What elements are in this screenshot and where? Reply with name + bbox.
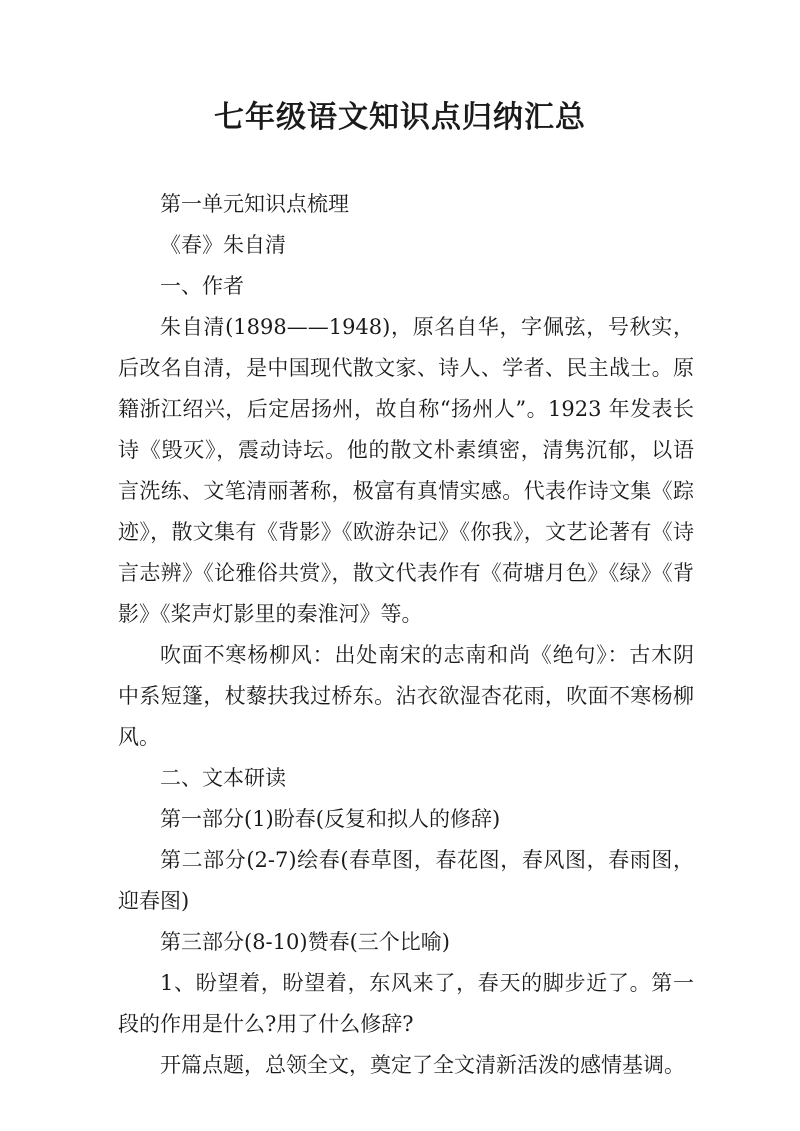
subsection-heading-text-study: 二、文本研读 (160, 766, 286, 790)
document-title: 七年级语文知识点归纳汇总 (214, 100, 586, 135)
answer-one: 开篇点题，总领全文，奠定了全文清新活泼的感情基调。 (160, 1053, 685, 1077)
question-one: 1、盼望着，盼望着，东风来了，春天的脚步近了。第一段的作用是什么?用了什么修辞? (118, 971, 694, 1036)
section-heading: 第一单元知识点梳理 (160, 192, 349, 216)
part-three-line: 第三部分(8-10)赞春(三个比喻) (160, 930, 450, 954)
subsection-heading-author: 一、作者 (160, 274, 244, 298)
part-one-line: 第一部分(1)盼春(反复和拟人的修辞) (160, 807, 501, 831)
author-paragraph: 朱自清(1898——1948)，原名自华，字佩弦，号秋实，后改名自清，是中国现代散文家、诗人、学者、民主战士。原籍浙江绍兴，后定居扬州，故自称“扬州人”。1923 年发表长诗《毁灭》，震动诗坛。他的散文朴素缜密，清隽沉郁，以语言洗练、文笔清丽著称，极富有真情实感。代表作诗文集《踪迹》，散文集有《背影》《欧游杂记》《你我》，文艺论著有《诗言志辨》《论雅俗共赏》，散文代表作有《荷塘月色》《绿》《背影》《桨声灯影里的秦淮河》等。 (118, 315, 694, 626)
document-body (118, 184, 694, 1086)
part-two-line: 第二部分(2-7)绘春(春草图，春花图，春风图，春雨图，迎春图) (118, 848, 694, 913)
poem-source-paragraph: 吹面不寒杨柳风：出处南宋的志南和尚《绝句》：古木阴中系短篷，杖藜扶我过桥东。沾衣欲湿杏花雨，吹面不寒杨柳风。 (118, 643, 694, 749)
lesson-title: 《春》朱自清 (160, 233, 286, 257)
